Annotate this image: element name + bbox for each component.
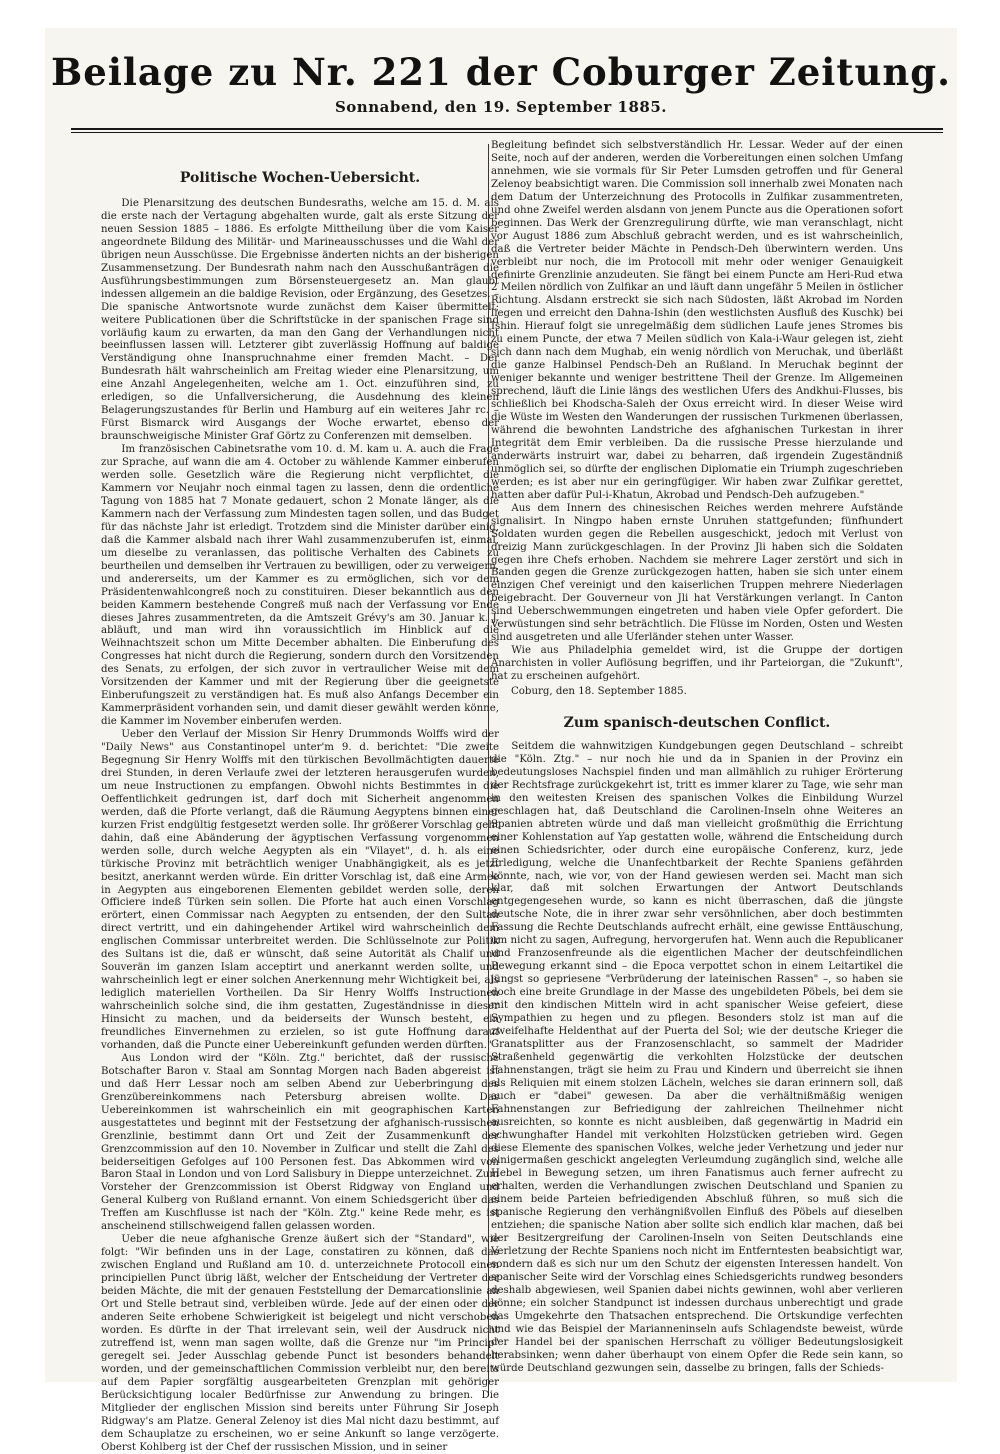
masthead-title: Beilage zu Nr. 221 der Coburger Zeitung. <box>51 50 951 94</box>
section-heading-politics: Politische Wochen-Uebersicht. <box>179 170 421 186</box>
left-column <box>101 140 499 1454</box>
article-paragraph: Aus dem Innern des chinesischen Reiches werden mehrere Aufstände signalisirt. In Ningpo haben ernste Unruhen stattgefunden; fünfhundert Soldaten wurden gegen die Rebellen ausgeschickt, jedoch mit Verlust von dreizig Mann zurückgeschlagen. In der Provinz Jli haben sich die Soldaten gegen ihre Chefs erhoben. Nachdem sie mehrere Lager zerstört und sich in Banden gegen die Grenze zurückgezogen hatten, haben sie sich unter einem einzigen Chef vereinigt und den kaiserlichen Truppen mehrere Niederlagen beigebracht. Der Gouverneur von Jli hat Verstärkungen verlangt. In Canton sind Ueberschwemmungen eingetreten und haben viele Opfer gefordert. Die Verwüstungen sind sehr beträchtlich. Die Flüsse im Norden, Osten und Westen sind ausgetreten und alle Uferländer stehen unter Wasser. <box>491 502 903 644</box>
article-paragraph: Aus London wird der "Köln. Ztg." berichtet, daß der russische Botschafter Baron v. Staal am Sonntag Morgen nach Baden abgereist ist und daß Herr Lessar noch am selben Abend zur Ueberbringung des Grenzübereinkommens nach Petersburg abreisen wollte. Das Uebereinkommen ist wahrscheinlich ein mit geographischen Karten ausgestattetes und beginnt mit der Festsetzung der afghanisch-russischen Grenzlinie, bestimmt dann Ort und Zeit der Zusammenkunft der Grenzcommission auf den 10. November in Zulficar und stellt die Zahl des beiderseitigen Gefolges auf 100 Personen fest. Das Abkommen wird von Baron Staal in London und von Lord Salisbury in Dieppe unterzeichnet. Zum Vorsteher der Grenzcommission ist Oberst Ridgway von England und General Kulberg von Rußland ernannt. Von einem Schiedsgericht über das Treffen am Kuschflusse ist nach der "Köln. Ztg." keine Rede mehr, es ist anscheinend stillschweigend fallen gelassen worden. <box>101 1052 499 1233</box>
article-paragraph: Seitdem die wahnwitzigen Kundgebungen gegen Deutschland – schreibt die "Köln. Ztg." – nur noch hie und da in Spanien in der Provinz ein bedeutungsloses Nachspiel finden und man allmählich zu ruhiger Erörterung der Rechtsfrage zurückgekehrt ist, tritt es immer klarer zu Tage, wie sehr man in den weitesten Kreisen des spanischen Volkes die Einbildung Wurzel geschlagen hat, daß Deutschland die Carolinen-Inseln ohne Weiteres an Spanien abtreten würde und daß man vielleicht großmüthig die Errichtung einer Kohlenstation auf Yap gestatten wolle, während die Entscheidung durch einen Schiedsrichter, oder durch eine europäische Conferenz, kurz, jede Erledigung, welche die Unanfechtbarkeit der Rechte Spaniens gefährden könnte, nach, wie vor, von der Hand gewiesen werden sei. Macht man sich klar, daß mit solchen Erwartungen der Antwort Deutschlands entgegengesehen wurde, so kann es nicht überraschen, daß die jüngste deutsche Note, die in ihrer zwar sehr versöhnlichen, aber doch bestimmten Fassung die Rechte Deutschlands aufrecht erhält, eine gewisse Enttäuschung, um nicht zu sagen, Aufregung, hervorgerufen hat. Wenn auch die Republicaner und Franzosenfreunde als die eigentlichen Macher der deutschfeindlichen Bewegung erkannt sind – die Epoca verpottet schon in einem Leitartikel die jüngst so gepriesene "Verbrüderung der lateinischen Rassen" –, so haben sie doch eine breite Grundlage in der Masse des ungebildeten Pöbels, bei dem sie mit den kindischen Mitteln wird in acht spanischer Weise gefeiert, diese Sympathien zu hegen und zu pflegen. Besonders stolz ist man auf die zweifelhafte Heldenthat auf der Puerta del Sol; wie der deutsche Krieger die Granatsplitter aus der Franzosenschlacht, so sammelt der Madrider Straßenheld gegenwärtig die verkohlten Holzstücke der deutschen Fahnenstangen, trägt sie heim zu Frau und Kindern und überreicht sie ihnen als Reliquien mit einem stolzen Lächeln, welches sie daran erinnern soll, daß auch er "dabei" gewesen. Da aber die verhältnißmäßig wenigen Fahnenstangen zur Befriedigung der zahlreichen Theilnehmer nicht ausreichten, so konnte es nicht ausbleiben, daß gegenwärtig in Madrid ein schwunghafter Handel mit verkohlten Holzstücken getrieben wird. Gegen diese Elemente des spanischen Volkes, welche jeder Verhetzung und jeder nur einigermaßen geschickt angelegten Verleumdung zugänglich sind, welche alle Hebel in Bewegung setzen, um ihren Fanatismus auch ferner aufrecht zu erhalten, werden die Verhandlungen zwischen Deutschland und Spanien zu einem beide Parteien befriedigenden Abschluß führen, so muß sich die spanische Regierung den verhängnißvollen Einfluß des Pöbels auf dieselben entziehen; die spanische Nation aber sollte sich endlich klar machen, daß bei der Besitzergreifung der Carolinen-Inseln von Seiten Deutschlands eine Verletzung der Rechte Spaniens noch nicht im Entferntesten beabsichtigt war, sondern daß es sich nur um den Schutz der eigensten Interessen handelt. Von spanischer Seite wird der Vorschlag eines Schiedsgerichts rundweg besonders deshalb abgewiesen, weil Spanien dabei nichts gewinnen, wohl aber verlieren könne; ein solcher Standpunct ist indessen durchaus unberechtigt und grade das Umgekehrte den Thatsachen entsprechend. Die Ortskundige verfechten und wie das Beispiel der Marianneninseln aufs Schlagendste beweist, würde der Handel bei der spanischen Herrschaft zu völliger Bedeutungslosigkeit herabsinken; wenn daher überhaupt von einem Opfer die Rede sein kann, so würde Deutschland gezwungen sein, dasselbe zu bringen, falls der Schieds- <box>491 740 903 1374</box>
newspaper-page <box>45 28 957 1453</box>
article-paragraph: Ueber den Verlauf der Mission Sir Henry Drummonds Wolffs wird der "Daily News" aus Constantinopel unter'm 9. d. berichtet: "Die zweite Begegnung Sir Henry Wolffs mit den türkischen Bevollmächtigten dauerte drei Stunden, in deren Verlaufe zwei der letzteren herausgerufen wurden, um neue Instructionen zu empfangen. Obwohl nichts Bestimmtes in die Oeffentlichkeit gedrungen ist, darf doch mit Sicherheit angenommen werden, daß die Pforte verlangt, daß die Räumung Aegyptens binnen einer kurzen Frist endgültig festgesetzt werden solle. Ihr größerer Vorschlag geht dahin, daß eine Abänderung der ägyptischen Verfassung vorgenommen werden solle, durch welche Aegypten als ein "Vilayet", d. h. als eine türkische Provinz mit beträchtlich weniger Unabhängigkeit, als es jetzt besitzt, anerkannt werden würde. Ein dritter Vorschlag ist, daß eine Armee in Aegypten aus eingeborenen Elementen gebildet werden solle, deren Officiere indeß Türken sein sollen. Die Pforte hat auch einen Vorschlag erörtert, einen Commissar nach Aegypten zu entsenden, der den Sultan direct vertritt, und ein dahingehender Artikel wird wahrscheinlich dem englischen Commissar unterbreitet werden. Die Schlüsselnote zur Politik des Sultans ist die, daß er wünscht, daß seine Autorität als Chalif und Souverän im ganzen Islam acceptirt und anerkannt werden sollte, und wahrscheinlich legt er einer solchen Anerkennung mehr Wichtigkeit bei, als lediglich materiellen Vortheilen. Da Sir Henry Wolffs Instructionen wahrscheinlich solche sind, die ihm gestatten, Zugeständnisse in dieser Hinsicht zu machen, und da beiderseits der Wunsch besteht, ein freundliches Einvernehmen zu erzielen, so ist gute Hoffnung darauf vorhanden, daß die Puncte einer Uebereinkunft gefunden werden dürften." <box>101 729 499 1051</box>
article-paragraph: Wie aus Philadelphia gemeldet wird, ist die Gruppe der dortigen Anarchisten in voller Auflösung begriffen, und ihr Parteiorgan, die "Zukunft", hat zu erscheinen aufgehört. <box>491 645 903 683</box>
date-line: Sonnabend, den 19. September 1885. <box>334 98 668 116</box>
section-heading-conflict: Zum spanisch-deutschen Conflict. <box>563 714 831 731</box>
article-paragraph: Ueber die neue afghanische Grenze äußert sich der "Standard", wie folgt: "Wir befinden uns in der Lage, constatiren zu können, daß das zwischen England und Rußland am 10. d. unterzeichnete Protocoll einen principiellen Punct übrig läßt, welcher der Entscheidung der Vertreter der beiden Mächte, die mit der genauen Feststellung der Demarcationslinie an Ort und Stelle betraut sind, verbleiben würde. Jede auf der einen oder der anderen Seite erhobene Schwierigkeit ist beigelegt und nicht verschoben worden. Es dürfte in der That irrelevant sein, weil der Ausdruck nicht zutreffend ist, wenn man sagen wollte, daß die Grenze nur "im Princip" geregelt sei. Jeder Ausschlag gebende Punct ist besonders behandelt worden, und der gemeinschaftlichen Commission verbleibt nur, den bereits auf dem Papier sorgfältig ausgearbeiteten Grenzplan mit gehöriger Berücksichtigung localer Bedürfnisse zur Anwendung zu bringen. Die Mitglieder der englischen Mission sind bereits unter Führung Sir Joseph Ridgway's am Platze. General Zelenoy ist dies Mal nicht dazu bestimmt, auf dem Schauplatze zu erscheinen, wo er seine Ankunft so lange verzögerte. Oberst Kohlberg ist der Chef der russischen Mission, und in seiner <box>101 1234 499 1453</box>
header-rule <box>71 128 943 130</box>
right-column <box>491 140 903 1376</box>
article-paragraph: Begleitung befindet sich selbstverständlich Hr. Lessar. Weder auf der einen Seite, noch auf der anderen, werden die Vorbereitungen einen solchen Umfang annehmen, wie sie vormals für Sir Peter Lumsden getroffen und für General Zelenoy beabsichtigt waren. Die Commission soll innerhalb zwei Monaten nach dem Datum der Unterzeichnung des Protocolls in Zulfikar zusammentreten, und ohne Zweifel werden alsdann von jenem Puncte aus die Operationen sofort beginnen. Das Werk der Grenzregulirung dürfte, wie man veranschlagt, nicht vor August 1886 zum Abschluß gebracht werden, und es ist wahrscheinlich, daß die Vertreter beider Mächte in Pendsch-Deh überwintern werden. Uns verbleibt nur noch, die im Protocoll mit mehr oder weniger Genauigkeit definirte Grenzlinie anzudeuten. Sie fängt bei einem Puncte am Heri-Rud etwa 2 Meilen nördlich von Zulfikar an und läuft dann ungefähr 5 Meilen in östlicher Richtung. Alsdann erstreckt sie sich nach Südosten, läßt Akrobad im Norden liegen und erreicht den Dahna-Ishin (den westlichsten Ausfluß des Kuschk) bei Ishin. Hierauf folgt sie unregelmäßig dem südlichen Laufe jenes Stromes bis zu einem Puncte, der etwa 7 Meilen südlich von Kala-i-Waur gelegen ist, zieht sich dann nach dem Mughab, ein wenig nördlich von Meruchak, und überläßt die ganze Halbinsel Pendsch-Deh an Rußland. In Meruchak beginnt der weniger bekannte und weniger bestrittene Theil der Grenze. Im Allgemeinen sprechend, läuft die Linie längs des westlichen Ufers des Andkhui-Flusses, bis schließlich bei Khodscha-Saleh der Oxus erreicht wird. In dieser Weise wird die Wüste im Westen den Wanderungen der russischen Turkmenen überlassen, während die bewohnten Landstriche des afghanischen Turkestan in ihrer Integrität dem Emir verbleiben. Da die russische Presse hierzulande und anderwärts instruirt war, dabei zu beharren, daß irgendein Zugeständniß unmöglich sei, so dürfte der englischen Diplomatie ein Triumph zugeschrieben werden; es ist aber nur ein geringfügiger. Wir haben zwar Zulfikar gerettet, hatten aber dafür Pul-i-Khatun, Akrobad und Pendsch-Deh aufzugeben." <box>491 140 903 501</box>
article-paragraph: Die Plenarsitzung des deutschen Bundesraths, welche am 15. d. M. als die erste nach der Vertagung abgehalten wurde, galt als erste Sitzung der neuen Session 1885 – 1886. Es erfolgte Mittheilung über die vom Kaiser angeordnete Bildung des Militär- und Marineausschusses und die Wahl der übrigen neun Ausschüsse. Die Ergebnisse änderten nichts an der bisherigen Zusammensetzung. Der Bundesrath nahm nach den Ausschußanträgen die Ausführungsbestimmungen zum Börsensteuergesetz an. Man glaubt indessen allgemein an die baldige Revision, oder Ergänzung, des Gesetzes. – Die spanische Antwortsnote wurde zunächst dem Kaiser übermittelt; weitere Publicationen über die Schriftstücke in der spanischen Frage sind vorläufig kaum zu erwarten, da man den Gang der Verhandlungen nicht beeinflussen lassen will. Letzterer gibt zuverlässig Hoffnung auf baldige Verständigung ohne Inanspruchnahme einer fremden Macht. – Der Bundesrath hält wahrscheinlich am Freitag wieder eine Plenarsitzung, um eine Anzahl Angelegenheiten, welche am 1. Oct. einzuführen sind, zu erledigen, so die Unfallversicherung, die Ausdehnung des kleinen Belagerungszustandes für Berlin und Hamburg auf ein weiteres Jahr rc. – Fürst Bismarck wird Ausgangs der Woche erwartet, ebenso der braunschweigische Minister Graf Görtz zu Conferenzen mit demselben. <box>101 198 499 443</box>
article-paragraph: Im französischen Cabinetsrathe vom 10. d. M. kam u. A. auch die Frage zur Sprache, auf wann die am 4. October zu wählende Kammer einberufen werden solle. Gesetzlich wäre die Regierung nicht verpflichtet, die Kammern vor Neujahr noch einmal tagen zu lassen, denn die ordentliche Tagung von 1885 hat 7 Monate gedauert, schon 2 Monate länger, als die Kammern nach der Verfassung zum Mindesten tagen sollen, und das Budget für das nächste Jahr ist erledigt. Trotzdem sind die Minister darüber einig, daß die Kammer alsbald nach ihrer Wahl zusammenzuberufen ist, einmal, um dieselbe zu veranlassen, das politische Verhalten des Cabinets zu beurtheilen und demselben ihr Vertrauen zu bewilligen, oder zu verweigern, und andererseits, um der Kammer es zu ermöglichen, sich vor dem Präsidentenwahlcongreß noch zu constituiren. Dieser bekanntlich aus den beiden Kammern bestehende Congreß muß nach der Verfassung vor Ende dieses Jahres zusammentreten, da die Amtszeit Grévy's am 30. Januar k. J. abläuft, und man wird ihn voraussichtlich im Hinblick auf die Weihnachtszeit schon um Mitte December abhalten. Die Einberufung des Congresses hat nicht durch die Regierung, sondern durch den Vorsitzenden des Senats, zu erfolgen, der sich zuvor in vertraulicher Weise mit dem Vorsitzenden der Kammer und mit der Regierung über die geeignetste Einberufungszeit zu verständigen hat. Es muß also Anfangs December ein Kammerpräsident vorhanden sein, und damit dieser gewählt werden könne, die Kammer im November einberufen werden. <box>101 444 499 728</box>
header-rule-thin <box>71 132 943 133</box>
dateline-coburg: Coburg, den 18. September 1885. <box>511 686 687 698</box>
